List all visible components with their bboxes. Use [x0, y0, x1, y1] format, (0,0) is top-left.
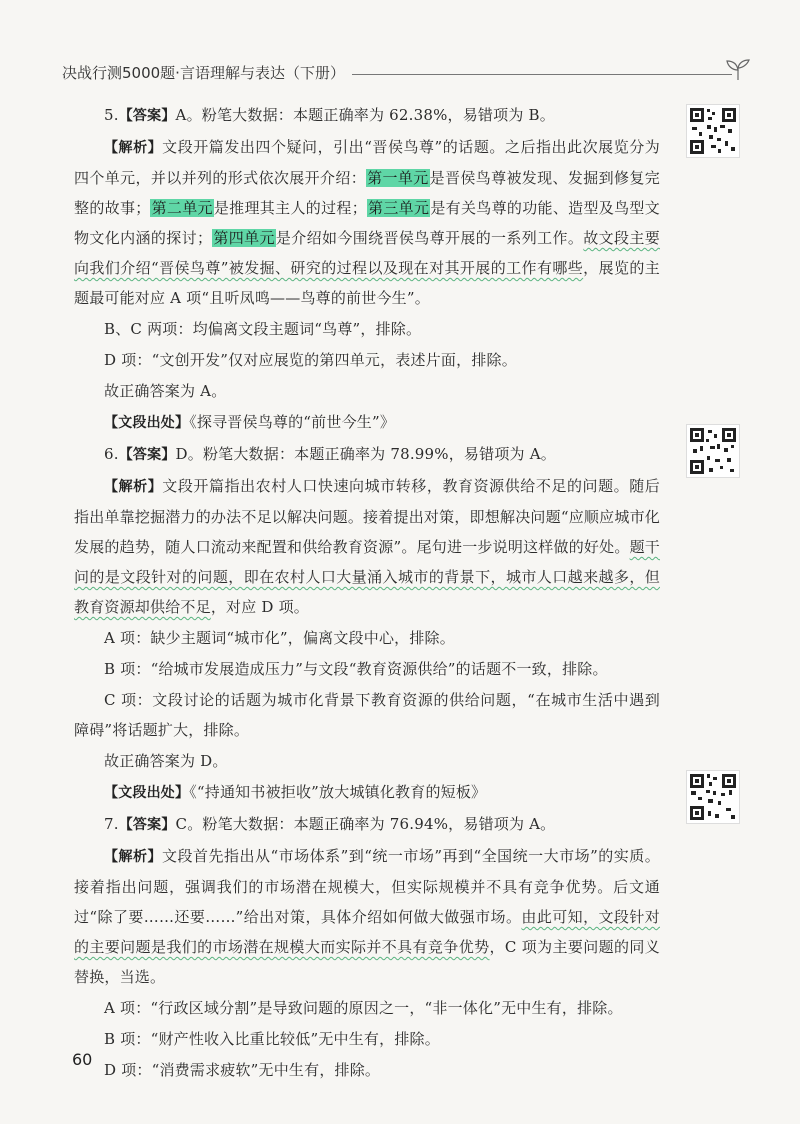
answer-explanations	[74, 100, 660, 1086]
q6-option-b: B 项：“给城市发展造成压力”与文段“教育资源供给”的话题不一致，排除。	[104, 660, 608, 678]
q7-analysis-text: ，C 项为主要问题的同义替换，当选。	[74, 938, 660, 986]
qr-code-icon[interactable]	[686, 104, 740, 158]
q7-analysis	[74, 841, 660, 992]
header-title: 决战行测5000题·言语理解与表达（下册）	[62, 64, 345, 82]
q6-key-sentence: 题干问的是文段针对的问题，即在农村人口大量涌入城市的背景下，城市人口越来越多，但教育资源却供给不足	[74, 538, 660, 616]
answer-tag: 【答案】	[118, 447, 176, 463]
q7-option-d: D 项：“消费需求疲软”无中生有，排除。	[104, 1061, 381, 1079]
q5-analysis-text: 是推理其主人的过程；	[213, 199, 367, 217]
q6-analysis	[74, 471, 660, 622]
analysis-tag: 【解析】	[104, 479, 163, 495]
q7-analysis-text: 文段首先指出从“市场体系”到“统一市场”再到“全国统一大市场”的实质。接着指出问题，强调我们的市场潜在规模大，但实际规模并不具有竞争优势。后文通过“除了要……还要……”给出对策，具体介绍如何做大做强市场。	[74, 847, 660, 926]
q6-source-title: 《“持通知书被拒收”放大城镇化教育的短板》	[189, 783, 487, 801]
q5-analysis-text: 是介绍如今围绕晋侯鸟尊开展的一系列工作。	[275, 229, 584, 247]
analysis-tag: 【解析】	[104, 849, 162, 865]
q6-option-a: A 项：缺少主题词“城市化”，偏离文段中心，排除。	[104, 629, 455, 647]
q6-analysis-text: 文段开篇指出农村人口快速向城市转移，教育资源供给不足的问题。随后指出单靠挖掘潜力的办法不足以解决问题。接着提出对策，即想解决问题“应顺应城市化发展的趋势，随人口流动来配置和供给教育资源”。尾句进一步说明这样做的好处。	[74, 477, 660, 556]
leaf-sprout-icon	[724, 58, 752, 82]
q6-option-c: C 项：文段讨论的话题为城市化背景下教育资源的供给问题，“在城市生活中遇到障碍”将话题扩大，排除。	[74, 691, 660, 739]
source-tag: 【文段出处】	[104, 785, 190, 801]
highlight-unit-1: 第一单元	[367, 169, 429, 187]
q7-answer-text: C。粉笔大数据：本题正确率为 76.94%，易错项为 A。	[175, 815, 556, 833]
q5-analysis	[74, 132, 660, 313]
q5-analysis-text: 是有关鸟尊的功能、造型及鸟型文物文化内涵的探讨；	[74, 199, 660, 247]
page-number: 60	[72, 1050, 93, 1069]
q6-answer-text: D。粉笔大数据：本题正确率为 78.99%，易错项为 A。	[175, 445, 556, 463]
highlight-unit-2: 第二单元	[151, 199, 213, 217]
q7-key-sentence: 由此可知，文段针对的主要问题是我们的市场潜在规模大而实际并不具有竞争优势	[74, 908, 660, 956]
page-header	[62, 58, 752, 88]
q6-source	[74, 777, 660, 808]
qr-code-icon[interactable]	[686, 424, 740, 478]
analysis-tag: 【解析】	[104, 140, 163, 156]
q5-source-title: 《探寻晋侯鸟尊的“前世今生”》	[189, 413, 396, 431]
q5-analysis-text: ，展览的主题最可能对应 A 项“且听凤鸣——鸟尊的前世今生”。	[74, 259, 660, 307]
highlight-unit-3: 第三单元	[367, 199, 430, 217]
q5-number: 5.	[104, 106, 119, 124]
q5-analysis-text: 是晋侯鸟尊被发现、发掘到修复完整的故事；	[74, 169, 660, 217]
q5-option-bc: B、C 两项：均偏离文段主题词“鸟尊”，排除。	[104, 320, 422, 338]
q6-answer	[74, 439, 660, 470]
q5-option-d: D 项：“文创开发”仅对应展览的第四单元，表述片面，排除。	[104, 351, 517, 369]
answer-tag: 【答案】	[118, 817, 176, 833]
q5-analysis-text: 文段开篇发出四个疑问，引出“晋侯鸟尊”的话题。之后指出此次展览分为四个单元，并以并列的形式依次展开介绍：	[74, 138, 660, 187]
q5-source	[74, 407, 660, 438]
q7-option-b: B 项：“财产性收入比重比较低”无中生有，排除。	[104, 1030, 440, 1048]
highlight-unit-4: 第四单元	[213, 229, 275, 247]
q6-number: 6.	[104, 445, 119, 463]
header-rule	[352, 74, 732, 75]
q6-conclusion: 故正确答案为 D。	[104, 752, 228, 770]
q7-number: 7.	[104, 815, 119, 833]
q6-analysis-text: ，对应 D 项。	[210, 598, 309, 616]
q5-answer	[74, 100, 660, 131]
q7-option-a: A 项：“行政区域分割”是导致问题的原因之一，“非一体化”无中生有，排除。	[104, 999, 623, 1017]
q5-key-sentence: 故文段主要向我们介绍“晋侯鸟尊”被发掘、研究的过程以及现在对其开展的工作有哪些	[74, 229, 660, 277]
qr-code-icon[interactable]	[686, 770, 740, 824]
answer-tag: 【答案】	[118, 108, 176, 124]
q5-answer-text: A。粉笔大数据：本题正确率为 62.38%，易错项为 B。	[175, 106, 555, 124]
q7-answer	[74, 809, 660, 840]
q5-conclusion: 故正确答案为 A。	[104, 382, 227, 400]
source-tag: 【文段出处】	[104, 415, 190, 431]
